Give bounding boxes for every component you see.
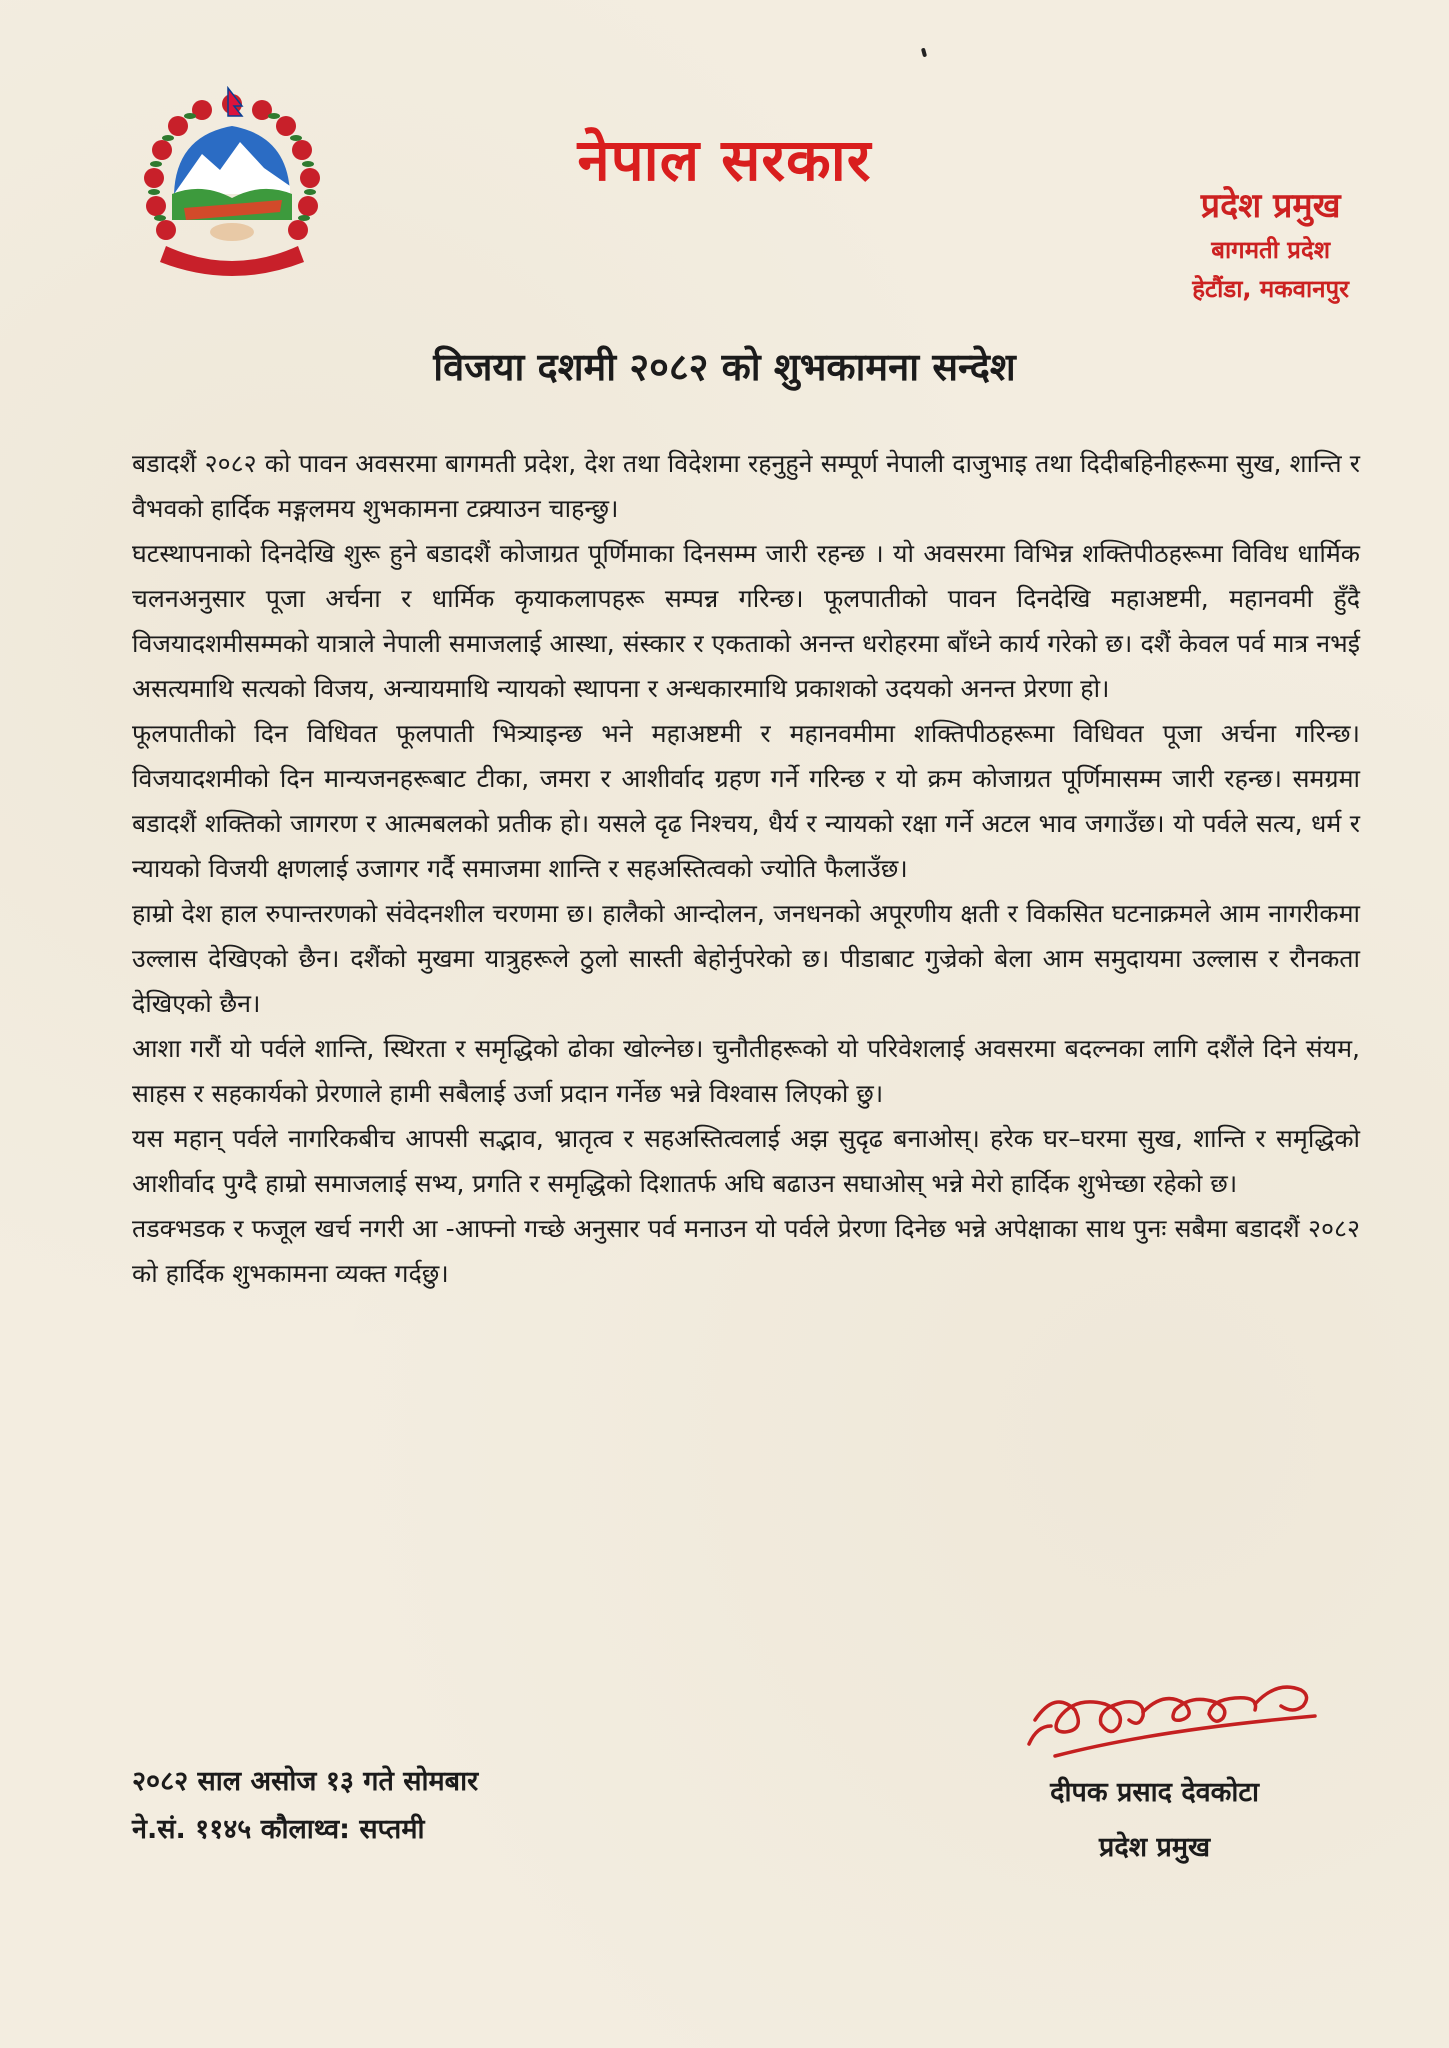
office-province: बागमती प्रदेश [1211,236,1331,264]
office-block [1192,182,1349,308]
document-title: विजया दशमी २०८२ को शुभकामना सन्देश [433,345,1016,389]
paragraph: तडक्भडक र फजूल खर्च नगरी आ -आफ्नो गच्छे अनुसार पर्व मनाउन यो पर्वले प्रेरणा दिनेछ भन्ने अपेक्षाका साथ पुनः सबैमा बडादशैं २०८२ को हार्दिक शुभकामना व्यक्त गर्दछु। [132,1214,1360,1288]
signer-name: दीपक प्रसाद देवकोटा [1050,1777,1259,1808]
page-title: नेपाल सरकार [577,126,872,194]
signature-icon [1015,1660,1335,1780]
message-body [132,441,1360,1296]
paragraph: घटस्थापनाको दिनदेखि शुरू हुने बडादशैं कोजाग्रत पूर्णिमाका दिनसम्म जारी रहन्छ । यो अवसरमा विभिन्न शक्तिपीठहरूमा विविध धार्मिक चलनअनुसार पूजा अर्चना र धार्मिक कृयाकलापहरू सम्पन्न गरिन्छ। फूलपातीको पावन दिनदेखि महाअष्टमी, महानवमी हुँदै विजयादशमीसम्मको यात्राले नेपाली समाजलाई आस्था, संस्कार र एकताको अनन्त धरोहरमा बाँध्ने कार्य गरेको छ। दशैं केवल पर्व मात्र नभई असत्यमाथि सत्यको विजय, अन्यायमाथि न्यायको स्थापना र अन्धकारमाथि प्रकाशको उदयको अनन्त प्रेरणा हो। [132,539,1360,703]
paper-speck [921,48,927,58]
date-bs: २०८२ साल असोज १३ गते सोमबार [132,1766,479,1797]
paragraph: आशा गरौं यो पर्वले शान्ति, स्थिरता र समृद्धिको ढोका खोल्नेछ। चुनौतीहरूको यो परिवेशलाई अवसरमा बदल्नका लागि दशैंले दिने संयम, साहस र सहकार्यको प्रेरणाले हामी सबैलाई उर्जा प्रदान गर्नेछ भन्ने विश्वास लिएको छु। [132,1034,1360,1108]
paragraph: यस महान् पर्वले नागरिकबीच आपसी सद्भाव, भ्रातृत्व र सहअस्तित्वलाई अझ सुदृढ बनाओस्। हरेक घर–घरमा सुख, शान्ति र समृद्धिको आशीर्वाद पुग्दै हाम्रो समाजलाई सभ्य, प्रगति र समृद्धिको दिशातर्फ अघि बढाउन सघाओस् भन्ने मेरो हार्दिक शुभेच्छा रहेको छ। [132,1124,1360,1198]
date-nepal-sambat: ने.सं. ११४५ कौलाथ्व: सप्तमी [132,1814,425,1845]
signer-block [1050,1765,1259,1875]
paragraph: बडादशैं २०८२ को पावन अवसरमा बागमती प्रदेश, देश तथा विदेशमा रहनुहुने सम्पूर्ण नेपाली दाजुभाइ तथा दिदीबहिनीहरूमा सुख, शान्ति र वैभवको हार्दिक मङ्गलमय शुभकामना टक्र्याउन चाहन्छु। [132,449,1360,523]
office-address: हेटौंडा, मकवानपुर [1192,275,1349,303]
date-block [132,1758,478,1854]
signer-title: प्रदेश प्रमुख [1099,1832,1211,1863]
paragraph: हाम्रो देश हाल रुपान्तरणको संवेदनशील चरणमा छ। हालैको आन्दोलन, जनधनको अपूरणीय क्षती र विकसित घटनाक्रमले आम नागरीकमा उल्लास देखिएको छैन। दशैंको मुखमा यात्रुहरूले ठुलो सास्ती बेहोर्नुपरेको छ। पीडाबाट गुज्रेको बेला आम समुदायमा उल्लास र रौनकता देखिएको छैन। [132,899,1360,1018]
office-title: प्रदेश प्रमुख [1200,186,1341,226]
paragraph: फूलपातीको दिन विधिवत फूलपाती भित्र्याइन्छ भने महाअष्टमी र महानवमीमा शक्तिपीठहरूमा विधिवत पूजा अर्चना गरिन्छ। विजयादशमीको दिन मान्यजनहरूबाट टीका, जमरा र आशीर्वाद ग्रहण गर्ने गरिन्छ र यो क्रम कोजाग्रत पूर्णिमासम्म जारी रहन्छ। समग्रमा बडादशैं शक्तिको जागरण र आत्मबलको प्रतीक हो। यसले दृढ निश्चय, धैर्य र न्यायको रक्षा गर्ने अटल भाव जगाउँछ। यो पर्वले सत्य, धर्म र न्यायको विजयी क्षणलाई उजागर गर्दै समाजमा शान्ति र सहअस्तित्वको ज्योति फैलाउँछ। [132,719,1360,883]
